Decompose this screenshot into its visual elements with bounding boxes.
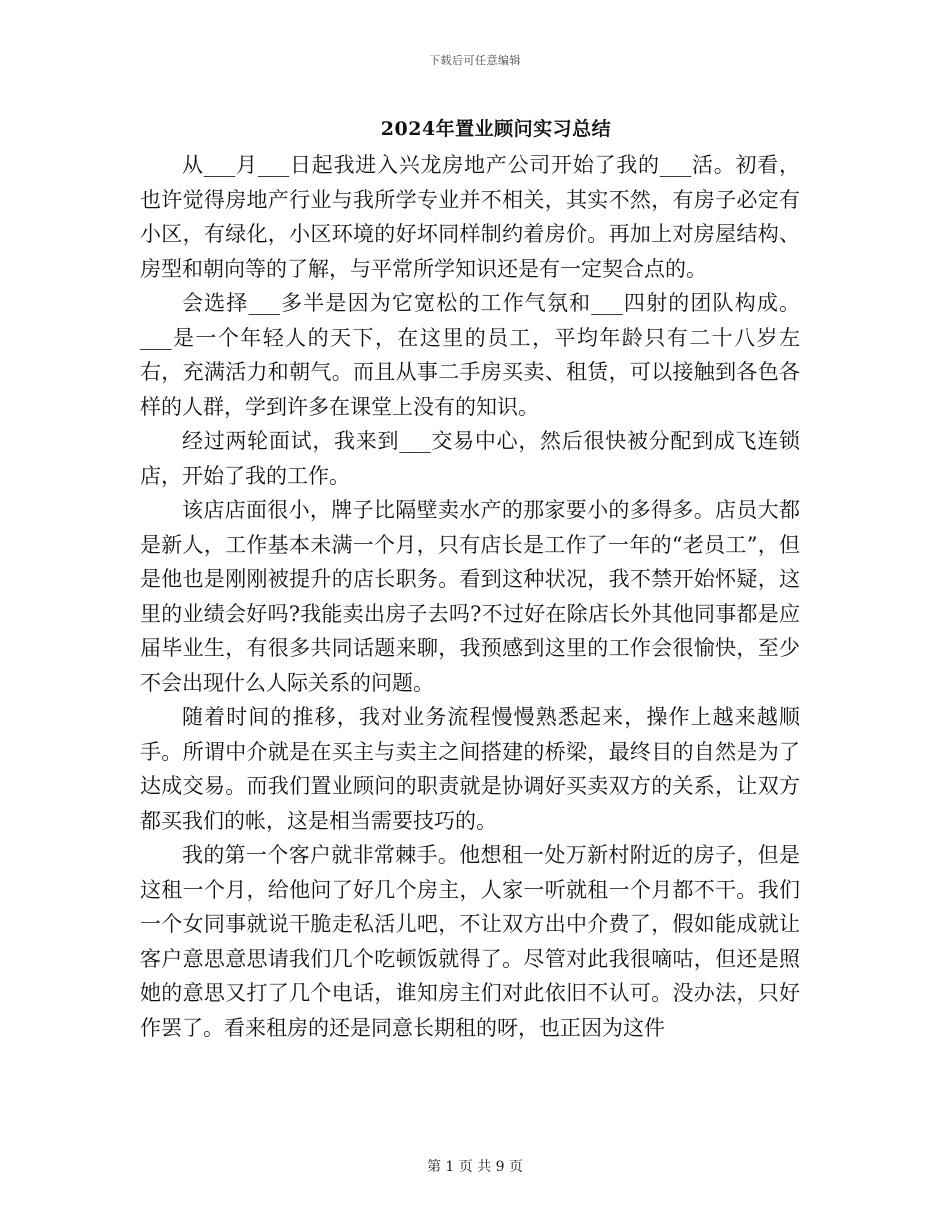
paragraph: 随着时间的推移，我对业务流程慢慢熟悉起来，操作上越来越顺手。所谓中介就是在买主与卖主之间搭建的桥梁，最终目的自然是为了达成交易。而我们置业顾问的职责就是协调好买卖双方的关系，让双方都买我们的帐，这是相当需要技巧的。: [140, 705, 800, 833]
document-body: [140, 148, 800, 1045]
header-note: 下载后可任意编辑: [429, 54, 521, 67]
paragraph: 该店店面很小，牌子比隔壁卖水产的那家要小的多得多。店员大都是新人，工作基本未满一个月，只有店长是工作了一年的“老员工”，但是他也是刚刚被提升的店长职务。看到这种状况，我不禁开始怀疑，这里的业绩会好吗?我能卖出房子去吗?不过好在除店长外其他同事都是应届毕业生，有很多共同话题来聊，我预感到这里的工作会很愉快，至少不会出现什么人际关系的问题。: [140, 498, 800, 695]
page-indicator: 第 1 页 共 9 页: [426, 1159, 524, 1175]
document-title: 2024年置业顾问实习总结: [380, 118, 612, 140]
paragraph: 从___月___日起我进入兴龙房地产公司开始了我的___活。初看，也许觉得房地产行业与我所学专业并不相关，其实不然，有房子必定有小区，有绿化，小区环境的好坏同样制约着房价。再加上对房屋结构、房型和朝向等的了解，与平常所学知识还是有一定契合点的。: [140, 153, 800, 281]
paragraph: 会选择___多半是因为它宽松的工作气氛和___四射的团队构成。___是一个年轻人的天下，在这里的员工，平均年龄只有二十八岁左右，充满活力和朝气。而且从事二手房买卖、租赁，可以接触到各色各样的人群，学到许多在课堂上没有的知识。: [140, 291, 800, 419]
paragraph: 我的第一个客户就非常棘手。他想租一处万新村附近的房子，但是这租一个月，给他问了好几个房主，人家一听就租一个月都不干。我们一个女同事就说干脆走私活儿吧，不让双方出中介费了，假如能成就让客户意思意思请我们几个吃顿饭就得了。尽管对此我很嘀咕，但还是照她的意思又打了几个电话，谁知房主们对此依旧不认可。没办法，只好作罢了。看来租房的还是同意长期租的呀，也正因为这件: [140, 843, 800, 1040]
paragraph: 经过两轮面试，我来到___交易中心，然后很快被分配到成飞连锁店，开始了我的工作。: [140, 429, 800, 488]
